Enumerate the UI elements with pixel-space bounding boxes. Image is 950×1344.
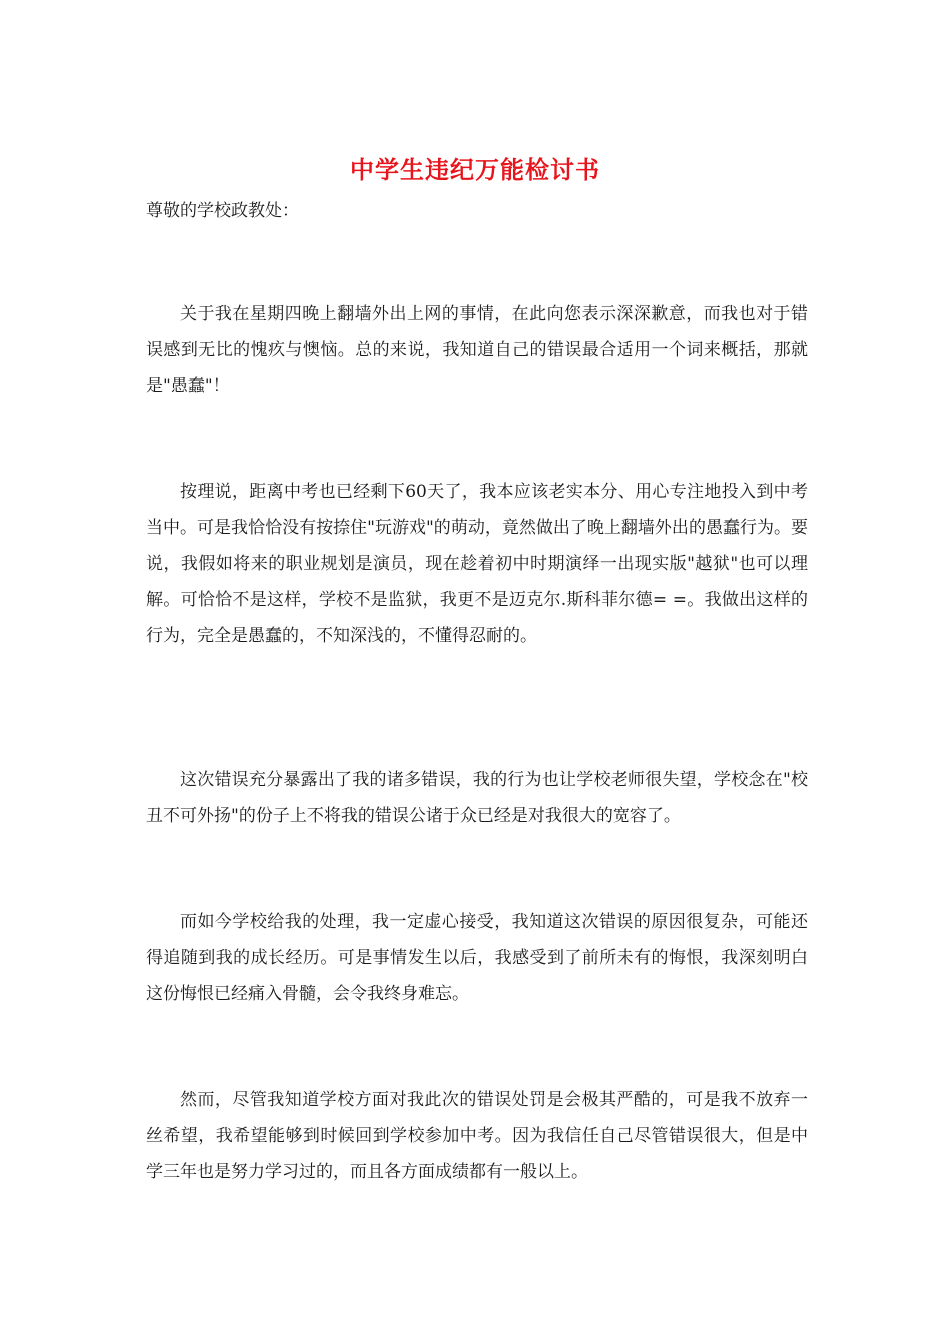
document-title: 中学生违纪万能检讨书 — [350, 155, 600, 184]
paragraph-1: 关于我在星期四晚上翻墙外出上网的事情，在此向您表示深深歉意，而我也对于错误感到无比的愧疚与懊恼。总的来说，我知道自己的错误最合适用一个词来概括，那就是"愚蠢"！ — [146, 304, 808, 396]
paragraph-5: 然而，尽管我知道学校方面对我此次的错误处罚是会极其严酷的，可是我不放弃一丝希望，我希望能够到时候回到学校参加中考。因为我信任自己尽管错误很大，但是中学三年也是努力学习过的，而且各方面成绩都有一般以上。 — [146, 1090, 808, 1182]
salutation: 尊敬的学校政教处： — [146, 201, 299, 221]
paragraph-3: 这次错误充分暴露出了我的诸多错误，我的行为也让学校老师很失望，学校念在"校丑不可外扬"的份子上不将我的错误公诸于众已经是对我很大的宽容了。 — [146, 770, 808, 826]
paragraph-2: 按理说，距离中考也已经剩下60天了，我本应该老实本分、用心专注地投入到中考当中。可是我恰恰没有按捺住"玩游戏"的萌动，竟然做出了晚上翻墙外出的愚蠢行为。要说，我假如将来的职业规划是演员，现在趁着初中时期演绎一出现实版"越狱"也可以理解。可恰恰不是这样，学校不是监狱，我更不是迈克尔.斯科菲尔德= =。我做出这样的行为，完全是愚蠢的，不知深浅的，不懂得忍耐的。 — [146, 482, 808, 646]
paragraph-4: 而如今学校给我的处理，我一定虚心接受，我知道这次错误的原因很复杂，可能还得追随到我的成长经历。可是事情发生以后，我感受到了前所未有的悔恨，我深刻明白这份悔恨已经痛入骨髓，会令我终身难忘。 — [146, 912, 808, 1004]
